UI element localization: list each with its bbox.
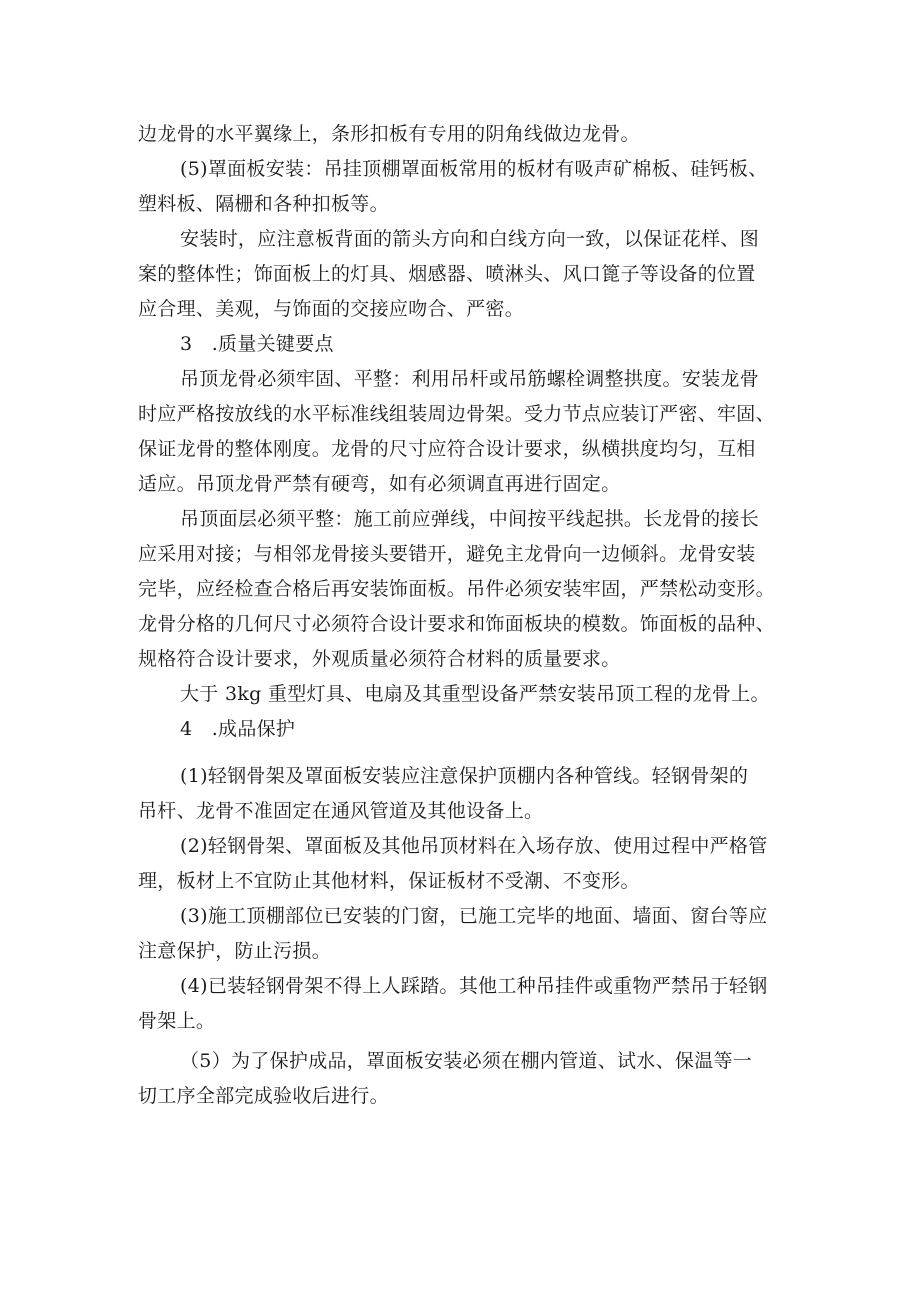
text-line: 注意保护，防止污损。 — [138, 940, 332, 962]
text-line: 应合理、美观，与饰面的交接应吻合、严密。 — [138, 298, 525, 320]
text-line: 理，板材上不宜防止其他材料，保证板材不受潮、不变形。 — [138, 870, 640, 892]
text-line: (1)轻钢骨架及罩面板安装应注意保护顶棚内各种管线。轻钢骨架的 — [180, 765, 749, 787]
text-line: (5)罩面板安装：吊挂顶棚罩面板常用的板材有吸声矿棉板、硅钙板、 — [180, 158, 768, 180]
text-line: 切工序全部完成验收后进行。 — [138, 1085, 389, 1107]
text-line: 保证龙骨的整体刚度。龙骨的尺寸应符合设计要求，纵横拱度均匀，互相 — [138, 438, 756, 460]
text-line: 安装时，应注意板背面的箭头方向和白线方向一致，以保证花样、图 — [180, 228, 760, 250]
text-line: 规格符合设计要求，外观质量必须符合材料的质量要求。 — [138, 648, 621, 670]
text-line: 骨架上。 — [138, 1010, 216, 1032]
text-line: 边龙骨的水平翼缘上，条形扣板有专用的阴角线做边龙骨。 — [138, 123, 640, 145]
text-line: (3)施工顶棚部位已安装的门窗，已施工完毕的地面、墙面、窗台等应 — [180, 905, 768, 927]
text-line: 塑料板、隔栅和各种扣板等。 — [138, 193, 389, 215]
text-line: 案的整体性；饰面板上的灯具、烟感器、喷淋头、风口篦子等设备的位置 — [138, 263, 756, 285]
text-line: 完毕，应经检查合格后再安装饰面板。吊件必须安装牢固，严禁松动变形。 — [138, 578, 775, 600]
text-line: (4)已装轻钢骨架不得上人踩踏。其他工种吊挂件或重物严禁吊于轻钢 — [180, 975, 768, 997]
text-line: 应采用对接；与相邻龙骨接头要错开，避免主龙骨向一边倾斜。龙骨安装 — [138, 543, 756, 565]
text-line: 吊杆、龙骨不准固定在通风管道及其他设备上。 — [138, 800, 544, 822]
text-line: （5）为了保护成品，罩面板安装必须在棚内管道、试水、保温等一 — [180, 1050, 753, 1072]
text-line: 吊顶面层必须平整：施工前应弹线，中间按平线起拱。长龙骨的接长 — [180, 508, 760, 530]
text-line: 大于 3kg 重型灯具、电扇及其重型设备严禁安装吊顶工程的龙骨上。 — [180, 683, 770, 705]
text-line: 时应严格按放线的水平标准线组装周边骨架。受力节点应装订严密、牢固、 — [138, 403, 775, 425]
text-line: 吊顶龙骨必须牢固、平整：利用吊杆或吊筋螺栓调整拱度。安装龙骨 — [180, 368, 760, 390]
text-line: 适应。吊顶龙骨严禁有硬弯，如有必须调直再进行固定。 — [138, 473, 621, 495]
text-line: 龙骨分格的几何尺寸必须符合设计要求和饰面板块的模数。饰面板的品种、 — [138, 613, 775, 635]
text-line: (2)轻钢骨架、罩面板及其他吊顶材料在入场存放、使用过程中严格管 — [180, 835, 768, 857]
section-heading: 4 .成品保护 — [180, 718, 296, 740]
section-heading: 3 .质量关键要点 — [180, 333, 334, 355]
